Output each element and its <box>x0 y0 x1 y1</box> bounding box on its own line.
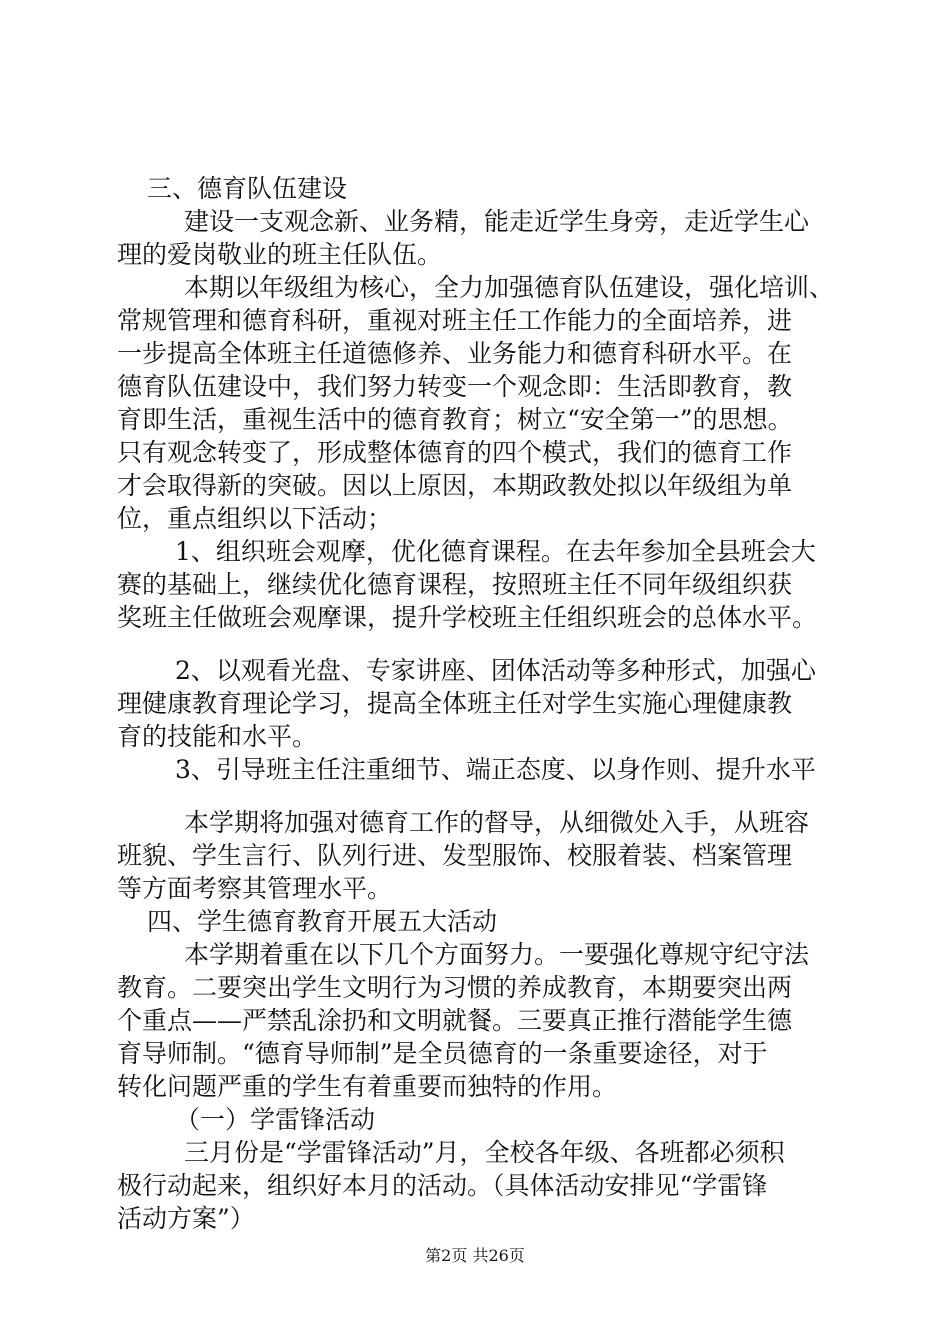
paragraph-line: 理的爱岗敬业的班主任队伍。 <box>117 240 443 269</box>
paragraph-line: 个重点——严禁乱涂扔和文明就餐。三要真正推行潜能学生德 <box>117 1006 793 1035</box>
paragraph-line: 位，重点组织以下活动； <box>117 504 393 533</box>
paragraph-line: 班貌、学生言行、队列行进、发型服饰、校服着装、档案管理 <box>117 841 793 870</box>
paragraph-line: 活动方案”） <box>117 1204 255 1233</box>
paragraph-line: 育导师制。“德育导师制”是全员德育的一条重要途径，对于 <box>117 1039 768 1068</box>
paragraph-line: 常规管理和德育科研，重视对班主任工作能力的全面培养，进 <box>117 306 793 335</box>
paragraph-line: 只有观念转变了，形成整体德育的四个模式，我们的德育工作 <box>117 438 793 467</box>
section-heading: 四、学生德育教育开展五大活动 <box>147 907 498 936</box>
paragraph-line: 赛的基础上，继续优化德育课程，按照班主任不同年级组织获 <box>117 570 793 599</box>
paragraph-line: 理健康教育理论学习，提高全体班主任对学生实施心理健康教 <box>117 689 793 718</box>
paragraph-line: 本学期将加强对德育工作的督导，从细微处入手，从班容 <box>184 808 810 837</box>
paragraph-line: 育的技能和水平。 <box>117 722 318 751</box>
paragraph-line: 本期以年级组为核心，全力加强德育队伍建设，强化培训、 <box>184 273 835 302</box>
section-heading: 三、德育队伍建设 <box>147 174 348 203</box>
paragraph-line: 才会取得新的突破。因以上原因，本期政教处拟以年级组为单 <box>117 471 793 500</box>
paragraph-line: 三月份是“学雷锋活动”月，全校各年级、各班都必须积 <box>184 1138 785 1167</box>
page-footer: 第2页 共26页 <box>425 1246 525 1265</box>
paragraph-line: 一步提高全体班主任道德修养、业务能力和德育科研水平。在 <box>117 339 793 368</box>
paragraph-line: 奖班主任做班会观摩课，提升学校班主任组织班会的总体水平。 <box>117 603 818 632</box>
paragraph-line: 极行动起来，组织好本月的活动。（具体活动安排见“学雷锋 <box>117 1171 768 1200</box>
paragraph-line: 建设一支观念新、业务精，能走近学生身旁，走近学生心 <box>184 207 810 236</box>
paragraph-line: 育即生活，重视生活中的德育教育；树立“安全第一”的思想。 <box>117 405 793 434</box>
paragraph-line: 3、引导班主任注重细节、端正态度、以身作则、提升水平 <box>175 755 816 784</box>
paragraph-line: 转化问题严重的学生有着重要而独特的作用。 <box>117 1072 618 1101</box>
paragraph-line: 教育。二要突出学生文明行为习惯的养成教育，本期要突出两 <box>117 973 793 1002</box>
paragraph-line: 1、组织班会观摩，优化德育课程。在去年参加全县班会大 <box>175 537 816 566</box>
paragraph-line: 德育队伍建设中，我们努力转变一个观念即：生活即教育，教 <box>117 372 793 401</box>
paragraph-line: 本学期着重在以下几个方面努力。一要强化尊规守纪守法 <box>184 940 810 969</box>
paragraph-line: 2、以观看光盘、专家讲座、团体活动等多种形式，加强心 <box>175 656 816 685</box>
paragraph-line: 等方面考察其管理水平。 <box>117 874 393 903</box>
subsection-heading: （一）学雷锋活动 <box>175 1105 376 1134</box>
